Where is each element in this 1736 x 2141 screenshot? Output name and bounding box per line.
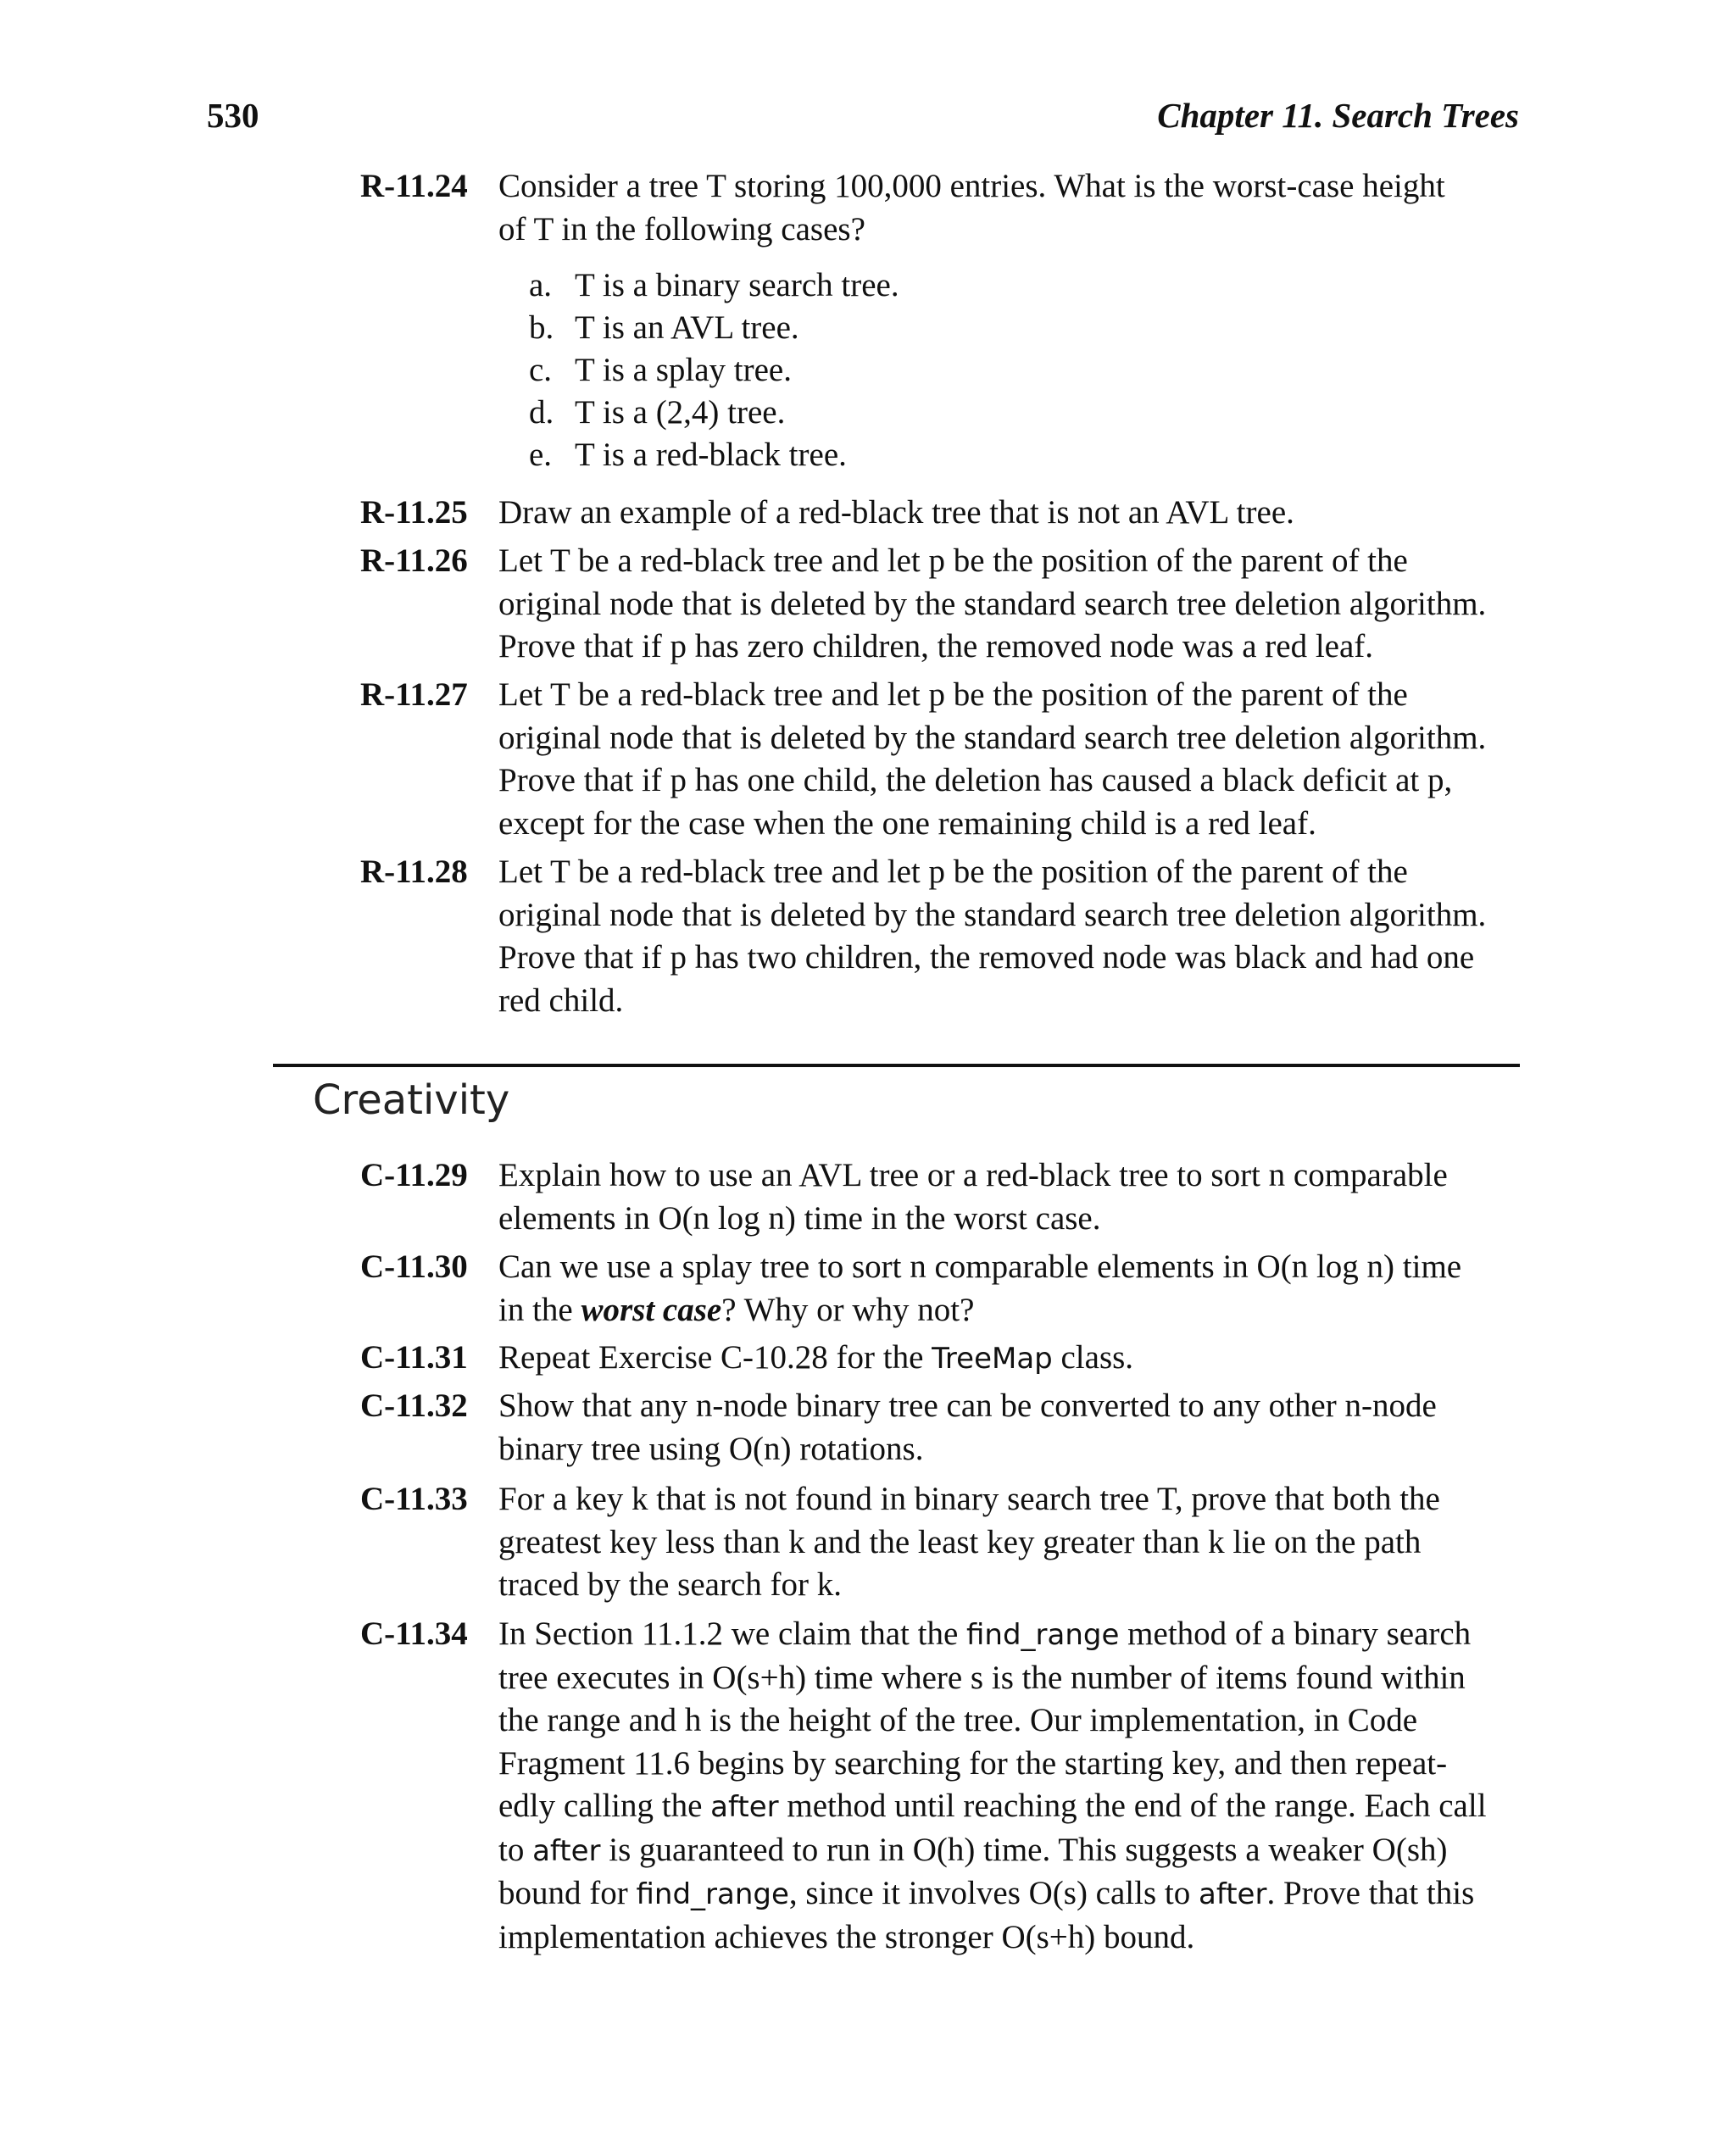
exercise-text: tree executes in O(s+h) time where s is the number of items found within: [498, 1659, 1466, 1696]
exercise-text: bound for find_range, since it involves O(s) calls to after. Prove that this: [498, 1875, 1475, 1911]
running-header: [207, 95, 1519, 146]
exercise-text: implementation achieves the stronger O(s+h) bound.: [498, 1918, 1195, 1955]
exercise-text: elements in O(n log n) time in the worst case.: [498, 1199, 1101, 1237]
exercise-text: For a key k that is not found in binary search tree T, prove that both the: [498, 1481, 1440, 1517]
exercise-id: C-11.29: [360, 1157, 468, 1193]
exercise-c-11-29: [360, 1154, 1522, 1240]
exercise-id: R-11.24: [360, 168, 468, 204]
section-divider: [273, 1064, 1520, 1067]
exercise-text: edly calling the after method until reaching the end of the range. Each call: [498, 1788, 1487, 1824]
emphasis-worst-case: worst case: [581, 1291, 722, 1328]
exercise-text: in the worst case? Why or why not?: [498, 1291, 975, 1328]
exercise-text: traced by the search for k.: [498, 1566, 842, 1603]
exercise-id: R-11.28: [360, 854, 468, 890]
code-after: after: [710, 1790, 779, 1824]
exercise-text: In Section 11.1.2 we claim that the find_range method of a binary search: [498, 1615, 1472, 1652]
exercise-text: to after is guaranteed to run in O(h) time. This suggests a weaker O(sh): [498, 1831, 1448, 1868]
case-item-b: b. T is an AVL tree.: [529, 309, 799, 346]
case-item-a: a. T is a binary search tree.: [529, 267, 899, 303]
exercise-text: Can we use a splay tree to sort n comparable elements in O(n log n) time: [498, 1248, 1462, 1285]
chapter-title: Chapter 11. Search Trees: [1157, 96, 1519, 135]
exercise-text: original node that is deleted by the standard search tree deletion algorithm.: [498, 585, 1487, 622]
code-find-range: find_range: [966, 1618, 1120, 1652]
exercise-r-11-24: [360, 165, 1522, 251]
exercise-text: Explain how to use an AVL tree or a red-black tree to sort n comparable: [498, 1157, 1448, 1193]
exercise-text: original node that is deleted by the standard search tree deletion algorithm.: [498, 896, 1487, 933]
exercise-id: R-11.26: [360, 542, 468, 579]
exercise-text: red child.: [498, 982, 624, 1019]
exercise-id: C-11.33: [360, 1481, 468, 1517]
case-item-e: e. T is a red-black tree.: [529, 437, 847, 473]
exercise-r-11-28: [360, 851, 1522, 1022]
section-title: Creativity: [313, 1076, 510, 1124]
exercise-c-11-31: [360, 1337, 1522, 1381]
exercise-text: Let T be a red-black tree and let p be the position of the parent of the: [498, 854, 1408, 890]
exercise-c-11-32: [360, 1385, 1522, 1471]
exercise-id: R-11.27: [360, 676, 468, 713]
exercise-id: C-11.34: [360, 1615, 468, 1652]
exercise-c-11-34: [360, 1613, 1522, 1959]
exercise-text: Prove that if p has zero children, the removed node was a red leaf.: [498, 628, 1374, 665]
exercise-r-11-25: [360, 492, 1522, 535]
exercise-c-11-30: [360, 1246, 1522, 1332]
exercise-text: Let T be a red-black tree and let p be the position of the parent of the: [498, 676, 1408, 713]
exercise-text: except for the case when the one remaining child is a red leaf.: [498, 804, 1316, 842]
exercise-text: Draw an example of a red-black tree that is not an AVL tree.: [498, 494, 1294, 531]
exercise-text: Consider a tree T storing 100,000 entries. What is the worst-case height: [498, 168, 1445, 204]
exercise-id: C-11.30: [360, 1248, 468, 1285]
code-after: after: [1199, 1877, 1267, 1911]
exercise-text: Fragment 11.6 begins by searching for the starting key, and then repeat-: [498, 1744, 1448, 1782]
code-treemap: TreeMap: [932, 1342, 1053, 1376]
case-item-c: c. T is a splay tree.: [529, 352, 792, 388]
exercise-text: Let T be a red-black tree and let p be the position of the parent of the: [498, 542, 1408, 579]
case-item-d: d. T is a (2,4) tree.: [529, 394, 786, 431]
exercise-text: greatest key less than k and the least key greater than k lie on the path: [498, 1523, 1422, 1560]
page-number: 530: [207, 96, 259, 135]
exercise-id: C-11.31: [360, 1339, 468, 1376]
exercise-text: original node that is deleted by the standard search tree deletion algorithm.: [498, 719, 1487, 756]
exercise-text: binary tree using O(n) rotations.: [498, 1430, 924, 1467]
exercise-id: R-11.25: [360, 494, 468, 531]
exercise-text: Prove that if p has one child, the deletion has caused a black deficit at p,: [498, 762, 1453, 798]
exercise-id: C-11.32: [360, 1387, 468, 1424]
code-find-range: find_range: [636, 1877, 789, 1911]
exercise-text: Show that any n-node binary tree can be converted to any other n-node: [498, 1387, 1437, 1424]
exercise-c-11-33: [360, 1478, 1522, 1607]
exercise-text: Repeat Exercise C-10.28 for the TreeMap class.: [498, 1339, 1134, 1376]
exercise-text: of T in the following cases?: [498, 210, 865, 247]
exercise-r-11-26: [360, 540, 1522, 669]
exercise-text: the range and h is the height of the tree. Our implementation, in Code: [498, 1702, 1418, 1738]
exercise-text: Prove that if p has two children, the removed node was black and had one: [498, 939, 1475, 976]
code-after: after: [532, 1833, 601, 1868]
case-list: [529, 264, 899, 476]
exercise-r-11-27: [360, 674, 1522, 845]
